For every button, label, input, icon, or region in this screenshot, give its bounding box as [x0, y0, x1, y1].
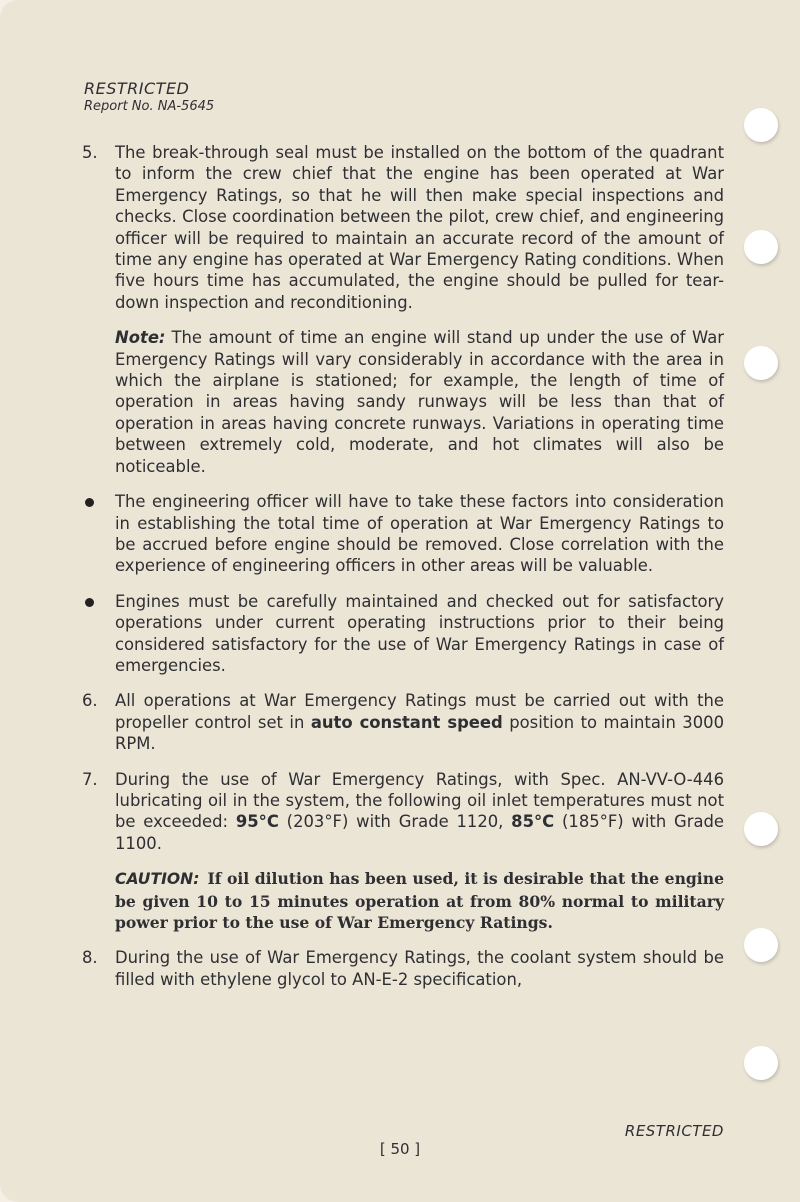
item-6-text-before: All operations at War Emergency Ratings must be carried out with the propeller control set in — [115, 691, 724, 732]
binder-hole-icon — [744, 812, 778, 846]
item-8 — [82, 947, 724, 990]
bullet-dot-icon — [85, 598, 94, 607]
bullet-1-text: The engineering officer will have to take these factors into consideration in establishing the total time of operation at War Emergency Ratings to be accrued before engine should be removed. Close correlation with the experience of engineering officers in other areas will be valuable. — [115, 492, 724, 576]
item-5 — [82, 142, 724, 313]
item-7-number: 7. — [82, 769, 98, 789]
caution-block — [115, 868, 724, 933]
item-7-temp-1: 95°C — [235, 812, 279, 832]
binder-hole-icon — [744, 108, 778, 142]
page-number: [ 50 ] — [379, 1140, 421, 1158]
note-block — [115, 327, 724, 477]
item-7-temp-2: 85°C — [511, 812, 555, 832]
bullet-dot-icon — [85, 498, 94, 507]
binder-hole-icon — [744, 230, 778, 264]
item-6-bold-setting: auto constant speed — [310, 712, 503, 732]
document-body — [82, 142, 724, 1004]
item-7-text-before: During the use of War Emergency Ratings, with Spec. AN-VV-O-446 lubricating oil in the system, the following oil inlet temperatures must not be exceeded: — [115, 769, 724, 832]
binder-hole-icon — [744, 1046, 778, 1080]
bullet-2 — [82, 591, 724, 677]
binder-hole-icon — [744, 346, 778, 380]
header-report-number: Report No. NA-5645 — [84, 99, 215, 114]
note-text: The amount of time an engine will stand up under the use of War Emergency Ratings will vary considerably in accordance with the area in which the airplane is stationed; for example, the length of time of operation in areas having sandy runways will be less than that of operation in areas having concrete runways. Variations in operating time between extremely cold, moderate, and hot climates will also be noticeable. — [115, 328, 724, 476]
caution-text: If oil dilution has been used, it is desirable that the engine be given 10 to 15 minutes operation at from 80% normal to military power prior to the use of War Emergency Ratings. — [115, 869, 724, 932]
item-6-text-after: position to maintain 3000 RPM. — [115, 712, 725, 754]
item-7-text-after: (185°F) with Grade 1100. — [115, 812, 724, 853]
item-7-text-mid: (203°F) with Grade 1120, — [278, 812, 512, 832]
item-8-text: During the use of War Emergency Ratings, the coolant system should be filled with ethylene glycol to AN-E-2 specification, — [115, 948, 724, 989]
item-5-text: The break-through seal must be installed on the bottom of the quadrant to inform the crew chief that the engine has been operated at War Emergency Ratings, so that he will then make special inspections and checks. Close coordination between the pilot, crew chief, and engineering officer will be required to maintain an accurate record of the amount of time any engine has operated at War Emergency Rating conditions. When five hours time has accumulated, the engine should be pulled for tear-down inspection and reconditioning. — [115, 143, 724, 312]
item-5-number: 5. — [82, 143, 98, 162]
bullet-1 — [82, 491, 724, 577]
note-label: Note: — [115, 328, 166, 348]
caution-label: CAUTION: — [115, 870, 200, 889]
item-8-number: 8. — [82, 948, 98, 968]
item-6 — [82, 690, 724, 754]
footer-classification: RESTRICTED — [624, 1122, 724, 1140]
binder-hole-icon — [744, 928, 778, 962]
header-classification: RESTRICTED — [84, 79, 190, 98]
bullet-2-text: Engines must be carefully maintained and checked out for satisfactory operations under current operating instructions prior to their being considered satisfactory for the use of War Emergency Ratings in case of emergencies. — [115, 591, 724, 675]
item-6-number: 6. — [82, 691, 98, 711]
page-header — [84, 80, 214, 116]
item-7 — [82, 769, 724, 855]
